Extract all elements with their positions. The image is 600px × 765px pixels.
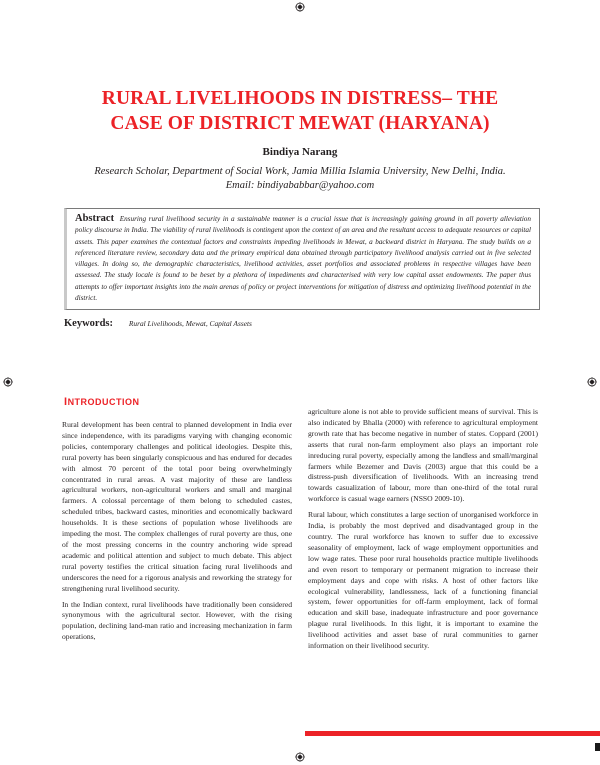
- abstract-text: Ensuring rural livelihood security in a sustainable manner is a crucial issue that is increasingly gaining ground in all poverty alleviation policy discourse in India. The viability of rural livelihoods is contingent upon the context of an area and the resultant access to adequate resources or capital assets. This paper examines the contextual factors and constraints impeding livelihoods in Mewat, a backward district in Haryana. The study builds on a referenced literature review, secondary data and the primary empirical data obtained through participatory livelihood analysis carried out in five selected villages. In doing so, the demographic characteristics, livelihood activities, asset portfolios and associated problems in respective villages have been assessed. The study locale is found to be beset by a plethora of impediments and characterised with very low capital asset endowments. The paper thus attempts to offer important insights into the main arenas of policy or project interventions for mitigation of distress and optimizing livelihood potential in the district.: [75, 215, 531, 303]
- paragraph: Rural labour, which constitutes a large section of unorganised workforce in India, is probably the most deprived and disadvantaged group in the country. The rural workforce has known to suffer due to excessive seasonality of employment, lack of wage employment opportunities and low wage rates. These poor rural households practice multiple livelihoods and even resort to temporary or permanent migration to increase their employment days and cope with risks. A host of other factors like ecological vulnerability, landlessness, lack of a functioning financial system, fewer opportunities for off-farm employment, lack of formal education and skill base, inadequate infrastructure and poor governance plague rural livelihoods. In this light, it is important to examine the livelihood activities and asset base of rural communities to garner information on their livelihood security.: [308, 510, 538, 651]
- keywords-text: Rural Livelihoods, Mewat, Capital Assets: [128, 319, 252, 328]
- registration-mark-right-icon: [587, 377, 597, 387]
- author-affiliation: [40, 165, 560, 192]
- paper-title: [40, 86, 560, 136]
- registration-mark-top-icon: [295, 2, 305, 12]
- right-column: [308, 407, 538, 657]
- affiliation-line: Research Scholar, Department of Social Work, Jamia Millia Islamia University, New Delhi, India.: [94, 166, 506, 177]
- keywords-label: Keywords:: [64, 318, 113, 329]
- section-heading-introduction: [64, 396, 140, 408]
- registration-mark-left-icon: [3, 377, 13, 387]
- left-column: [62, 420, 292, 648]
- paragraph: Rural development has been central to planned development in India ever since independence, with its paradigms varying with changing economic policies, contemporary challenges and political ideologies. Despite this, rural poverty has been singularly conspicuous and has endured for decades with almost 70 percent of the total poor being overwhelmingly concentrated in rural areas. A vast majority of these are landless agricultural workers, non-agricultural workers and small and marginal farmers. A colossal percentage of them belong to scheduled castes, scheduled tribes, backward castes, minorities and economically backward households. It is these sections of population whose livelihoods are impeding the most. The complex challenges of rural poverty are thus, one of the most pressing concerns in the country anchoring wide spread academic and political attention and subject to much debate. This abject rural poverty testifies the critical situation facing rural livelihoods and underscores the need for a rigorous analysis and reworking the strategy for strengthening rural livelihood security.: [62, 420, 292, 593]
- title-line-2: CASE OF DISTRICT MEWAT (HARYANA): [110, 113, 490, 134]
- footer-accent-bar: [305, 731, 600, 736]
- registration-mark-bottom-icon: [295, 752, 305, 762]
- paragraph: In the Indian context, rural livelihoods have traditionally been considered synonymous with the agricultural sector. However, with the rising population, declining land-man ratio and increasing mechanization in farm operations,: [62, 599, 292, 642]
- section-heading-initial: I: [64, 396, 68, 408]
- section-heading-rest: NTRODUCTION: [67, 397, 140, 407]
- author-name: Bindiya Narang: [262, 146, 338, 158]
- keywords: [64, 318, 544, 329]
- abstract-label: Abstract: [75, 213, 115, 224]
- paragraph: agriculture alone is not able to provide sufficient means of survival. This is also indicated by Bhalla (2000) with reference to agricultural employment growth rate that has become negative in number of states. Coppard (2001) asserts that rural non-farm employment also plays an important role inreducing rural poverty, especially among the landless and small/marginal farmers while Bezemer and Davis (2003) argue that this could be a distress-push diversification of livelihoods. With an increasing trend towards casualization of labour, more than one-third of the total rural workforce is casual wage earners (NSSO 2009-10).: [308, 407, 538, 504]
- author-email: Email: bindiyababbar@yahoo.com: [225, 179, 375, 191]
- title-line-1: RURAL LIVELIHOODS IN DISTRESS– THE: [101, 88, 499, 109]
- abstract-box: [64, 208, 540, 310]
- page-edge-marker: [595, 743, 600, 751]
